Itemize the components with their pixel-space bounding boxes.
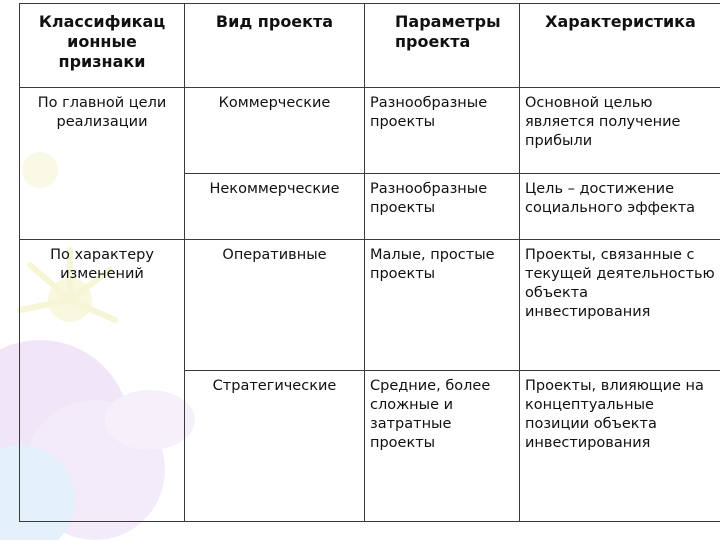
table-row bbox=[20, 88, 720, 174]
project-kind-cell: Оперативные bbox=[185, 240, 365, 371]
header-project-type: Вид проекта bbox=[185, 4, 365, 88]
project-kind-cell: Некоммерческие bbox=[185, 174, 365, 240]
project-params-cell: Разнообразные проекты bbox=[365, 174, 520, 240]
header-row bbox=[20, 4, 720, 88]
classification-table bbox=[19, 3, 720, 522]
project-kind-cell: Коммерческие bbox=[185, 88, 365, 174]
project-desc-cell: Проекты, влияющие на концептуальные позиции объекта инвестирования bbox=[520, 371, 720, 522]
table-row bbox=[20, 240, 720, 371]
group-change-nature: По характеру изменений bbox=[20, 240, 185, 522]
group-main-goal: По главной цели реализации bbox=[20, 88, 185, 240]
header-characteristic: Характеристика bbox=[520, 4, 720, 88]
project-desc-cell: Основной целью является получение прибыли bbox=[520, 88, 720, 174]
project-desc-cell: Проекты, связанные с текущей деятельностью объекта инвестирования bbox=[520, 240, 720, 371]
project-params-cell: Разнообразные проекты bbox=[365, 88, 520, 174]
project-params-cell: Малые, простые проекты bbox=[365, 240, 520, 371]
project-kind-cell: Стратегические bbox=[185, 371, 365, 522]
header-project-parameters: Параметры проекта bbox=[365, 4, 520, 88]
project-desc-cell: Цель – достижение социального эффекта bbox=[520, 174, 720, 240]
project-params-cell: Средние, более сложные и затратные проекты bbox=[365, 371, 520, 522]
header-classification: Классификац ионные признаки bbox=[20, 4, 185, 88]
